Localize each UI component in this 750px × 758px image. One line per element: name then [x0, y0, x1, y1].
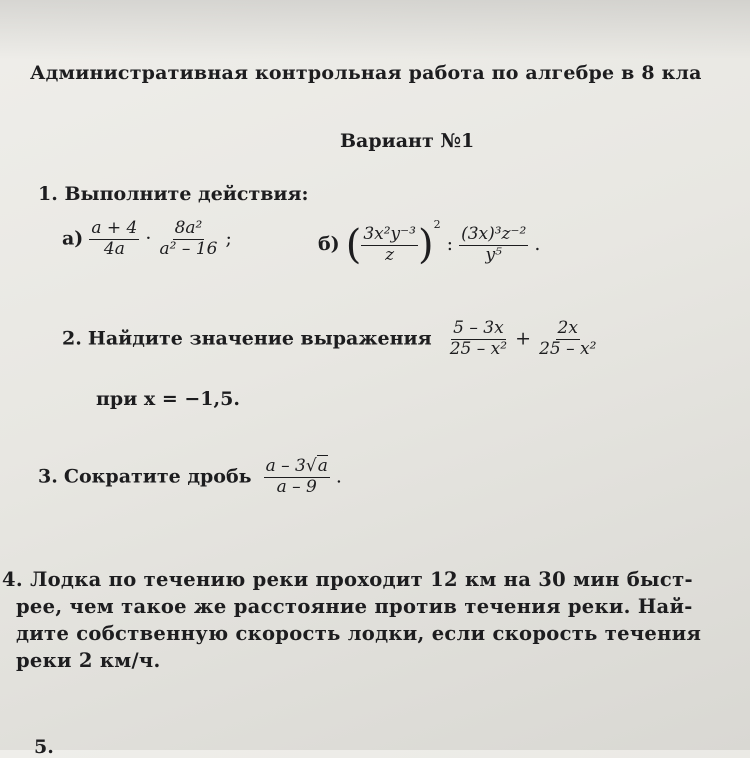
fraction-denominator: z — [385, 244, 395, 265]
page-title: Административная контрольная работа по алгебре в 8 кла — [30, 62, 702, 84]
question-4-line-2: рее, чем такое же расстояние против течения реки. Най- — [16, 595, 693, 618]
variant-heading: Вариант №1 — [340, 130, 475, 152]
plus-sign: + — [515, 327, 532, 350]
question-4-number: 4. — [2, 568, 23, 591]
question-1a-label: а) — [62, 227, 84, 250]
period: . — [534, 233, 541, 255]
right-paren: ) — [417, 222, 434, 268]
fraction-numerator: 2x — [557, 318, 578, 338]
fraction-3 — [264, 458, 330, 497]
numerator-part: a – 3 — [265, 456, 306, 476]
fraction-numerator: 5 – 3x — [453, 318, 504, 338]
question-4 — [2, 566, 701, 674]
page-shadow — [0, 0, 750, 60]
fraction-numerator: 3x²y⁻³ — [363, 223, 416, 244]
question-4-line-3: дите собственную скорость лодки, если скорость течения — [16, 622, 702, 645]
question-2 — [62, 320, 598, 359]
fraction-2-second — [537, 320, 598, 359]
fraction-1a-second — [158, 220, 220, 259]
fraction-numerator: (3x)³z⁻² — [461, 223, 527, 244]
question-1b — [318, 218, 541, 268]
fraction-numerator: a + 4 — [91, 218, 138, 238]
period: . — [335, 465, 342, 488]
question-1b-label: б) — [318, 233, 340, 255]
fraction-1a-first — [89, 220, 139, 259]
fraction-1b-second — [459, 223, 528, 265]
fraction-numerator — [264, 458, 330, 478]
question-3 — [38, 458, 342, 497]
fraction-denominator: a – 9 — [276, 476, 317, 497]
question-2-number: 2. — [62, 327, 82, 350]
question-4-line-1 — [2, 566, 701, 593]
outer-exponent: 2 — [433, 218, 441, 231]
fraction-numerator: 8a² — [174, 218, 203, 238]
colon-sign: : — [446, 233, 454, 255]
question-1-number: 1. — [38, 183, 58, 205]
multiply-sign: · — [145, 227, 152, 250]
fraction-denominator: y⁵ — [485, 244, 502, 265]
fraction-denominator: 4a — [103, 238, 125, 259]
question-5-number: 5. — [34, 736, 54, 758]
question-4-text-1: Лодка по течению реки проходит 12 км на 30 мин быст- — [30, 568, 693, 591]
fraction-2-first — [448, 320, 509, 359]
question-2-condition: при x = −1,5. — [96, 388, 240, 410]
question-2-text: Найдите значение выражения — [87, 327, 432, 350]
semicolon: ; — [225, 227, 232, 250]
fraction-denominator: 25 – x² — [539, 338, 597, 359]
question-3-text: Сократите дробь — [63, 465, 252, 488]
radicand: a — [317, 456, 328, 476]
question-1-heading — [38, 183, 309, 205]
fraction-denominator: 25 – x² — [449, 338, 508, 359]
question-3-number: 3. — [38, 465, 58, 488]
fraction-denominator: a² – 16 — [159, 238, 218, 259]
left-paren: ( — [345, 222, 362, 268]
root-sign: √ — [305, 456, 317, 476]
fraction-1b-first — [361, 223, 418, 265]
question-4-line-4: реки 2 км/ч. — [16, 649, 161, 672]
question-1-text: Выполните действия: — [64, 183, 309, 205]
question-1a — [62, 220, 232, 259]
